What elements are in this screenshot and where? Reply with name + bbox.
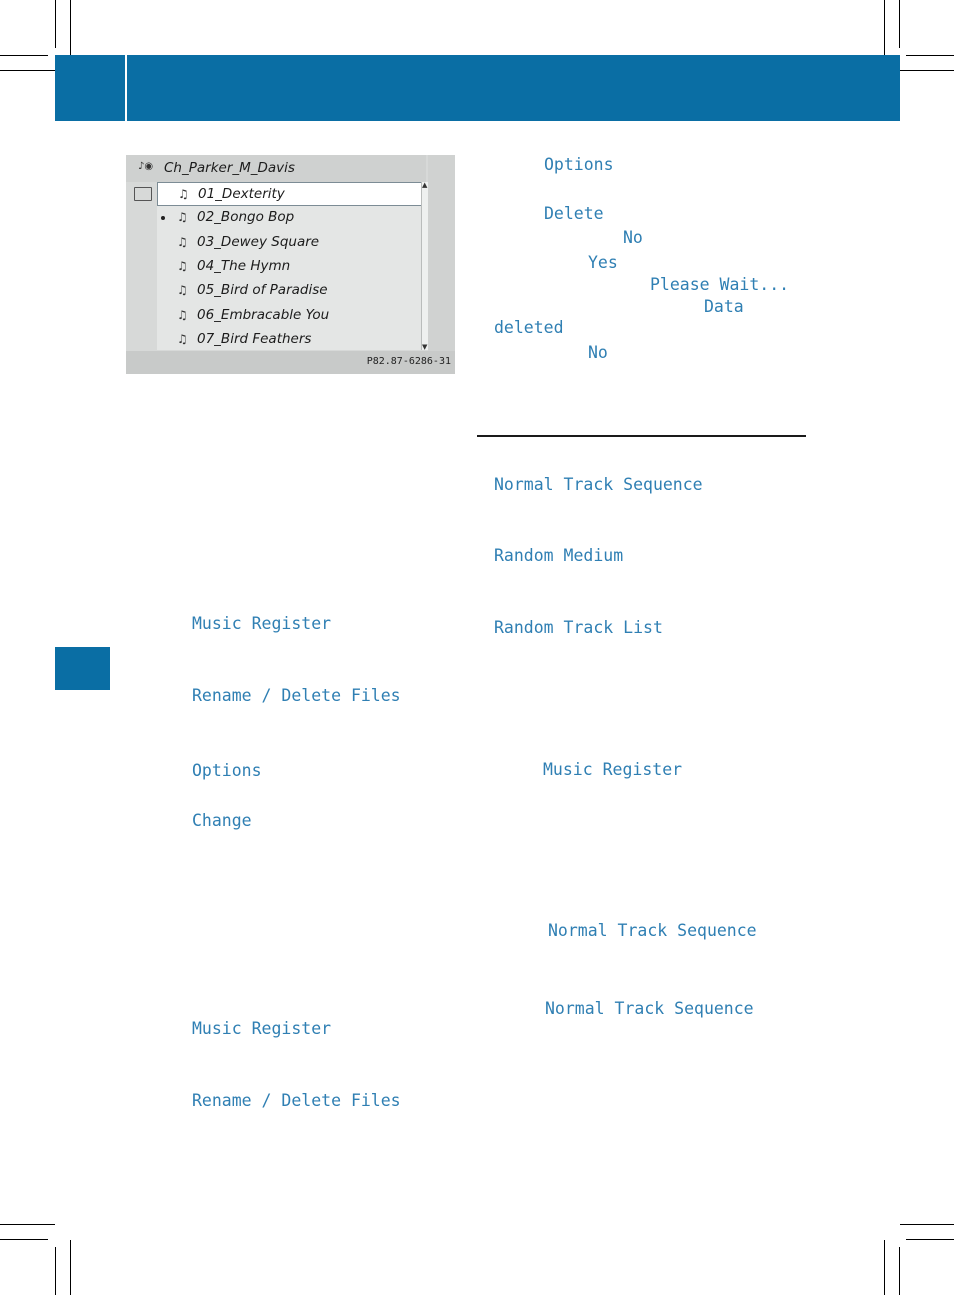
menu-item-rename-delete-files: Rename / Delete Files bbox=[192, 686, 401, 705]
chapter-tab bbox=[55, 55, 127, 121]
crop-mark bbox=[884, 0, 885, 55]
back-icon[interactable] bbox=[134, 187, 152, 201]
track-item[interactable] bbox=[157, 279, 423, 303]
music-note-icon: ♫ bbox=[177, 235, 188, 249]
track-item[interactable] bbox=[157, 231, 423, 255]
crop-mark bbox=[0, 1239, 48, 1240]
track-name: 04_The Hymn bbox=[197, 258, 291, 274]
track-item[interactable] bbox=[157, 182, 423, 206]
crop-mark bbox=[899, 0, 900, 48]
folder-title: Ch_Parker_M_Davis bbox=[164, 160, 295, 176]
menu-item-options: Options bbox=[192, 761, 262, 780]
track-name: 02_Bongo Bop bbox=[197, 209, 295, 225]
crop-mark bbox=[906, 1239, 954, 1240]
music-note-icon: ♫ bbox=[177, 210, 188, 224]
crop-mark bbox=[899, 1247, 900, 1295]
screen-side-panel bbox=[428, 155, 455, 353]
menu-item-rename-delete-files: Rename / Delete Files bbox=[192, 1091, 401, 1110]
section-side-tab bbox=[55, 647, 110, 690]
menu-item-no: No bbox=[588, 343, 608, 362]
music-note-icon: ♫ bbox=[177, 259, 188, 273]
playing-indicator-icon bbox=[161, 216, 165, 220]
scroll-up-icon[interactable]: ▲ bbox=[422, 181, 428, 189]
menu-item-no: No bbox=[623, 228, 643, 247]
track-item[interactable] bbox=[157, 304, 423, 328]
menu-item-music-register: Music Register bbox=[192, 614, 332, 633]
page-header-bar bbox=[55, 55, 900, 121]
crop-mark bbox=[70, 0, 71, 55]
track-item[interactable] bbox=[157, 255, 423, 279]
crop-mark bbox=[70, 1240, 71, 1295]
menu-item-music-register: Music Register bbox=[543, 760, 683, 779]
figure-code: P82.87-6286-31 bbox=[366, 356, 451, 367]
music-register-screen bbox=[126, 155, 455, 374]
crop-mark bbox=[55, 0, 56, 48]
menu-item-options: Options bbox=[544, 155, 614, 174]
screen-footer bbox=[126, 351, 455, 374]
menu-item-random-track-list: Random Track List bbox=[494, 618, 663, 637]
track-name: 01_Dexterity bbox=[198, 186, 285, 202]
section-divider bbox=[477, 435, 806, 437]
crop-mark bbox=[900, 70, 954, 71]
crop-mark bbox=[906, 55, 954, 56]
track-item[interactable] bbox=[157, 328, 423, 352]
crop-mark bbox=[55, 1247, 56, 1295]
track-name: 05_Bird of Paradise bbox=[197, 282, 328, 298]
track-item[interactable] bbox=[157, 206, 423, 230]
menu-item-normal-track-sequence: Normal Track Sequence bbox=[548, 921, 757, 940]
menu-item-music-register: Music Register bbox=[192, 1019, 332, 1038]
message-please-wait: Please Wait... bbox=[650, 275, 790, 294]
crop-mark bbox=[0, 70, 55, 71]
music-note-icon: ♫ bbox=[178, 187, 189, 201]
music-note-icon: ♫ bbox=[177, 332, 188, 346]
message-data: Data bbox=[704, 297, 744, 316]
music-note-icon: ♫ bbox=[177, 308, 188, 322]
menu-item-normal-track-sequence: Normal Track Sequence bbox=[494, 475, 703, 494]
folder-title-bar bbox=[126, 155, 426, 182]
folder-icon: ♪◉ bbox=[138, 161, 154, 172]
track-list-scrollbar[interactable] bbox=[421, 182, 428, 350]
message-deleted: deleted bbox=[494, 318, 564, 337]
track-name: 07_Bird Feathers bbox=[197, 331, 312, 347]
track-name: 03_Dewey Square bbox=[197, 234, 320, 250]
menu-item-yes: Yes bbox=[588, 253, 618, 272]
crop-mark bbox=[0, 1224, 55, 1225]
menu-item-change: Change bbox=[192, 811, 252, 830]
track-list bbox=[157, 182, 423, 350]
menu-item-normal-track-sequence: Normal Track Sequence bbox=[545, 999, 754, 1018]
menu-item-random-medium: Random Medium bbox=[494, 546, 624, 565]
track-name: 06_Embracable You bbox=[197, 307, 330, 323]
menu-item-delete: Delete bbox=[544, 204, 604, 223]
crop-mark bbox=[884, 1240, 885, 1295]
crop-mark bbox=[0, 55, 48, 56]
music-note-icon: ♫ bbox=[177, 283, 188, 297]
scroll-down-icon[interactable]: ▼ bbox=[422, 343, 428, 351]
crop-mark bbox=[900, 1224, 954, 1225]
